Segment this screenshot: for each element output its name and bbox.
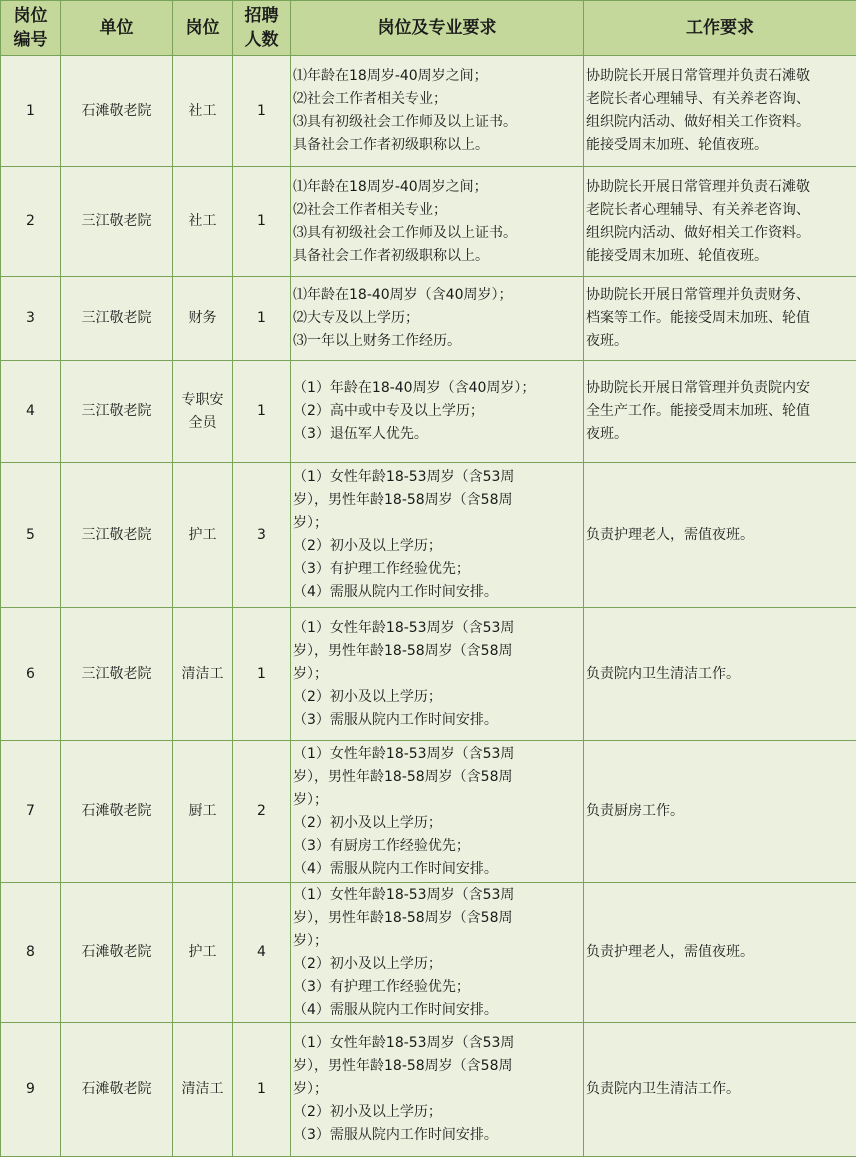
post-label: 社工 <box>173 100 232 123</box>
requirement-line: 岁），男性年龄18-58周岁（含58周 <box>293 640 581 663</box>
requirement-line: 岁），男性年龄18-58周岁（含58周 <box>293 489 581 512</box>
duty-line: 能接受周末加班、轮值夜班。 <box>586 245 854 268</box>
cell-requirements <box>291 883 584 1023</box>
requirement-line: 具备社会工作者初级职称以上。 <box>293 134 581 157</box>
cell-count: 1 <box>233 167 291 277</box>
duty-line: 负责院内卫生清洁工作。 <box>586 1078 854 1101</box>
cell-requirements <box>291 167 584 277</box>
requirement-line: （2）初小及以上学历； <box>293 953 581 976</box>
requirement-line: （1）年龄在18-40周岁（含40周岁）； <box>293 377 581 400</box>
duty-line: 老院长者心理辅导、有关养老咨询、 <box>586 199 854 222</box>
cell-duties <box>584 883 856 1023</box>
table-row <box>1 463 856 608</box>
table-row <box>1 608 856 741</box>
requirement-line: （3）有厨房工作经验优先； <box>293 835 581 858</box>
table-row <box>1 56 856 167</box>
post-label: 社工 <box>173 210 232 233</box>
cell-count: 2 <box>233 741 291 883</box>
duty-line: 夜班。 <box>586 423 854 446</box>
requirement-line: （1）女性年龄18-53周岁（含53周 <box>293 1032 581 1055</box>
cell-id: 9 <box>1 1023 61 1157</box>
requirement-line: ⑵大专及以上学历； <box>293 307 581 330</box>
duty-line: 档案等工作。能接受周末加班、轮值 <box>586 307 854 330</box>
cell-id: 3 <box>1 277 61 361</box>
cell-requirements <box>291 1023 584 1157</box>
requirement-line: 具备社会工作者初级职称以上。 <box>293 245 581 268</box>
cell-duties <box>584 56 856 167</box>
requirement-line: （4）需服从院内工作时间安排。 <box>293 999 581 1022</box>
duty-line: 负责厨房工作。 <box>586 800 854 823</box>
requirement-line: （1）女性年龄18-53周岁（含53周 <box>293 743 581 766</box>
cell-duties <box>584 741 856 883</box>
cell-post <box>173 56 233 167</box>
duty-line: 夜班。 <box>586 330 854 353</box>
requirement-line: （4）需服从院内工作时间安排。 <box>293 858 581 881</box>
post-label: 清洁工 <box>173 1078 232 1101</box>
requirement-line: 岁），男性年龄18-58周岁（含58周 <box>293 907 581 930</box>
requirement-line: ⑶具有初级社会工作师及以上证书。 <box>293 222 581 245</box>
cell-requirements <box>291 608 584 741</box>
cell-post <box>173 463 233 608</box>
cell-duties <box>584 1023 856 1157</box>
cell-unit: 三江敬老院 <box>61 463 173 608</box>
post-label: 护工 <box>173 524 232 547</box>
cell-post <box>173 277 233 361</box>
cell-id: 2 <box>1 167 61 277</box>
cell-unit: 三江敬老院 <box>61 277 173 361</box>
duty-line: 负责院内卫生清洁工作。 <box>586 663 854 686</box>
cell-post <box>173 167 233 277</box>
cell-id: 5 <box>1 463 61 608</box>
requirement-line: 岁），男性年龄18-58周岁（含58周 <box>293 1055 581 1078</box>
cell-requirements <box>291 56 584 167</box>
table-row <box>1 277 856 361</box>
post-label: 厨工 <box>173 800 232 823</box>
cell-post <box>173 608 233 741</box>
cell-post <box>173 361 233 463</box>
table-row <box>1 741 856 883</box>
requirement-line: 岁）； <box>293 1078 581 1101</box>
cell-count: 1 <box>233 1023 291 1157</box>
cell-post <box>173 883 233 1023</box>
requirement-line: （3）有护理工作经验优先； <box>293 976 581 999</box>
requirement-line: ⑶一年以上财务工作经历。 <box>293 330 581 353</box>
cell-requirements <box>291 361 584 463</box>
cell-count: 1 <box>233 277 291 361</box>
cell-unit: 石滩敬老院 <box>61 1023 173 1157</box>
requirement-line: （2）高中或中专及以上学历； <box>293 400 581 423</box>
requirement-line: ⑶具有初级社会工作师及以上证书。 <box>293 111 581 134</box>
cell-count: 1 <box>233 361 291 463</box>
requirement-line: ⑵社会工作者相关专业； <box>293 88 581 111</box>
cell-unit: 三江敬老院 <box>61 361 173 463</box>
header-id: 岗位 编号 <box>1 1 61 56</box>
cell-duties <box>584 361 856 463</box>
requirement-line: （4）需服从院内工作时间安排。 <box>293 581 581 604</box>
duty-line: 协助院长开展日常管理并负责院内安 <box>586 377 854 400</box>
requirement-line: 岁）； <box>293 930 581 953</box>
header-duties: 工作要求 <box>584 1 856 56</box>
requirement-line: （3）需服从院内工作时间安排。 <box>293 709 581 732</box>
cell-duties <box>584 277 856 361</box>
cell-count: 1 <box>233 608 291 741</box>
cell-id: 1 <box>1 56 61 167</box>
requirement-line: ⑵社会工作者相关专业； <box>293 199 581 222</box>
duty-line: 负责护理老人，需值夜班。 <box>586 941 854 964</box>
requirement-line: （3）退伍军人优先。 <box>293 423 581 446</box>
cell-count: 3 <box>233 463 291 608</box>
cell-id: 8 <box>1 883 61 1023</box>
requirement-line: （3）需服从院内工作时间安排。 <box>293 1124 581 1147</box>
duty-line: 全生产工作。能接受周末加班、轮值 <box>586 400 854 423</box>
header-requirements: 岗位及专业要求 <box>291 1 584 56</box>
cell-requirements <box>291 463 584 608</box>
header-post: 岗位 <box>173 1 233 56</box>
cell-id: 7 <box>1 741 61 883</box>
cell-unit: 三江敬老院 <box>61 167 173 277</box>
post-label: 护工 <box>173 941 232 964</box>
table-row <box>1 1023 856 1157</box>
requirement-line: （1）女性年龄18-53周岁（含53周 <box>293 617 581 640</box>
duty-line: 老院长者心理辅导、有关养老咨询、 <box>586 88 854 111</box>
duty-line: 能接受周末加班、轮值夜班。 <box>586 134 854 157</box>
requirement-line: （1）女性年龄18-53周岁（含53周 <box>293 466 581 489</box>
requirement-line: （1）女性年龄18-53周岁（含53周 <box>293 884 581 907</box>
requirement-line: （2）初小及以上学历； <box>293 812 581 835</box>
cell-id: 4 <box>1 361 61 463</box>
requirement-line: 岁）； <box>293 663 581 686</box>
requirement-line: 岁）； <box>293 512 581 535</box>
requirement-line: ⑴年龄在18周岁-40周岁之间； <box>293 176 581 199</box>
header-row <box>1 1 856 56</box>
post-label: 清洁工 <box>173 663 232 686</box>
requirement-line: ⑴年龄在18-40周岁（含40周岁）； <box>293 284 581 307</box>
cell-post <box>173 741 233 883</box>
cell-unit: 石滩敬老院 <box>61 741 173 883</box>
duty-line: 协助院长开展日常管理并负责财务、 <box>586 284 854 307</box>
table-row <box>1 167 856 277</box>
requirement-line: 岁）； <box>293 789 581 812</box>
requirement-line: 岁），男性年龄18-58周岁（含58周 <box>293 766 581 789</box>
duty-line: 协助院长开展日常管理并负责石滩敬 <box>586 65 854 88</box>
post-label: 财务 <box>173 307 232 330</box>
cell-requirements <box>291 741 584 883</box>
cell-duties <box>584 608 856 741</box>
cell-id: 6 <box>1 608 61 741</box>
cell-count: 1 <box>233 56 291 167</box>
header-count: 招聘 人数 <box>233 1 291 56</box>
duty-line: 负责护理老人，需值夜班。 <box>586 524 854 547</box>
requirement-line: ⑴年龄在18周岁-40周岁之间； <box>293 65 581 88</box>
header-unit: 单位 <box>61 1 173 56</box>
cell-count: 4 <box>233 883 291 1023</box>
cell-unit: 石滩敬老院 <box>61 56 173 167</box>
requirement-line: （3）有护理工作经验优先； <box>293 558 581 581</box>
table-row <box>1 883 856 1023</box>
cell-unit: 石滩敬老院 <box>61 883 173 1023</box>
duty-line: 协助院长开展日常管理并负责石滩敬 <box>586 176 854 199</box>
requirement-line: （2）初小及以上学历； <box>293 686 581 709</box>
requirement-line: （2）初小及以上学历； <box>293 1101 581 1124</box>
requirement-line: （2）初小及以上学历； <box>293 535 581 558</box>
cell-duties <box>584 463 856 608</box>
post-label: 专职安全员 <box>173 389 232 435</box>
cell-requirements <box>291 277 584 361</box>
duty-line: 组织院内活动、做好相关工作资料。 <box>586 222 854 245</box>
cell-duties <box>584 167 856 277</box>
duty-line: 组织院内活动、做好相关工作资料。 <box>586 111 854 134</box>
table-row <box>1 361 856 463</box>
cell-unit: 三江敬老院 <box>61 608 173 741</box>
cell-post <box>173 1023 233 1157</box>
